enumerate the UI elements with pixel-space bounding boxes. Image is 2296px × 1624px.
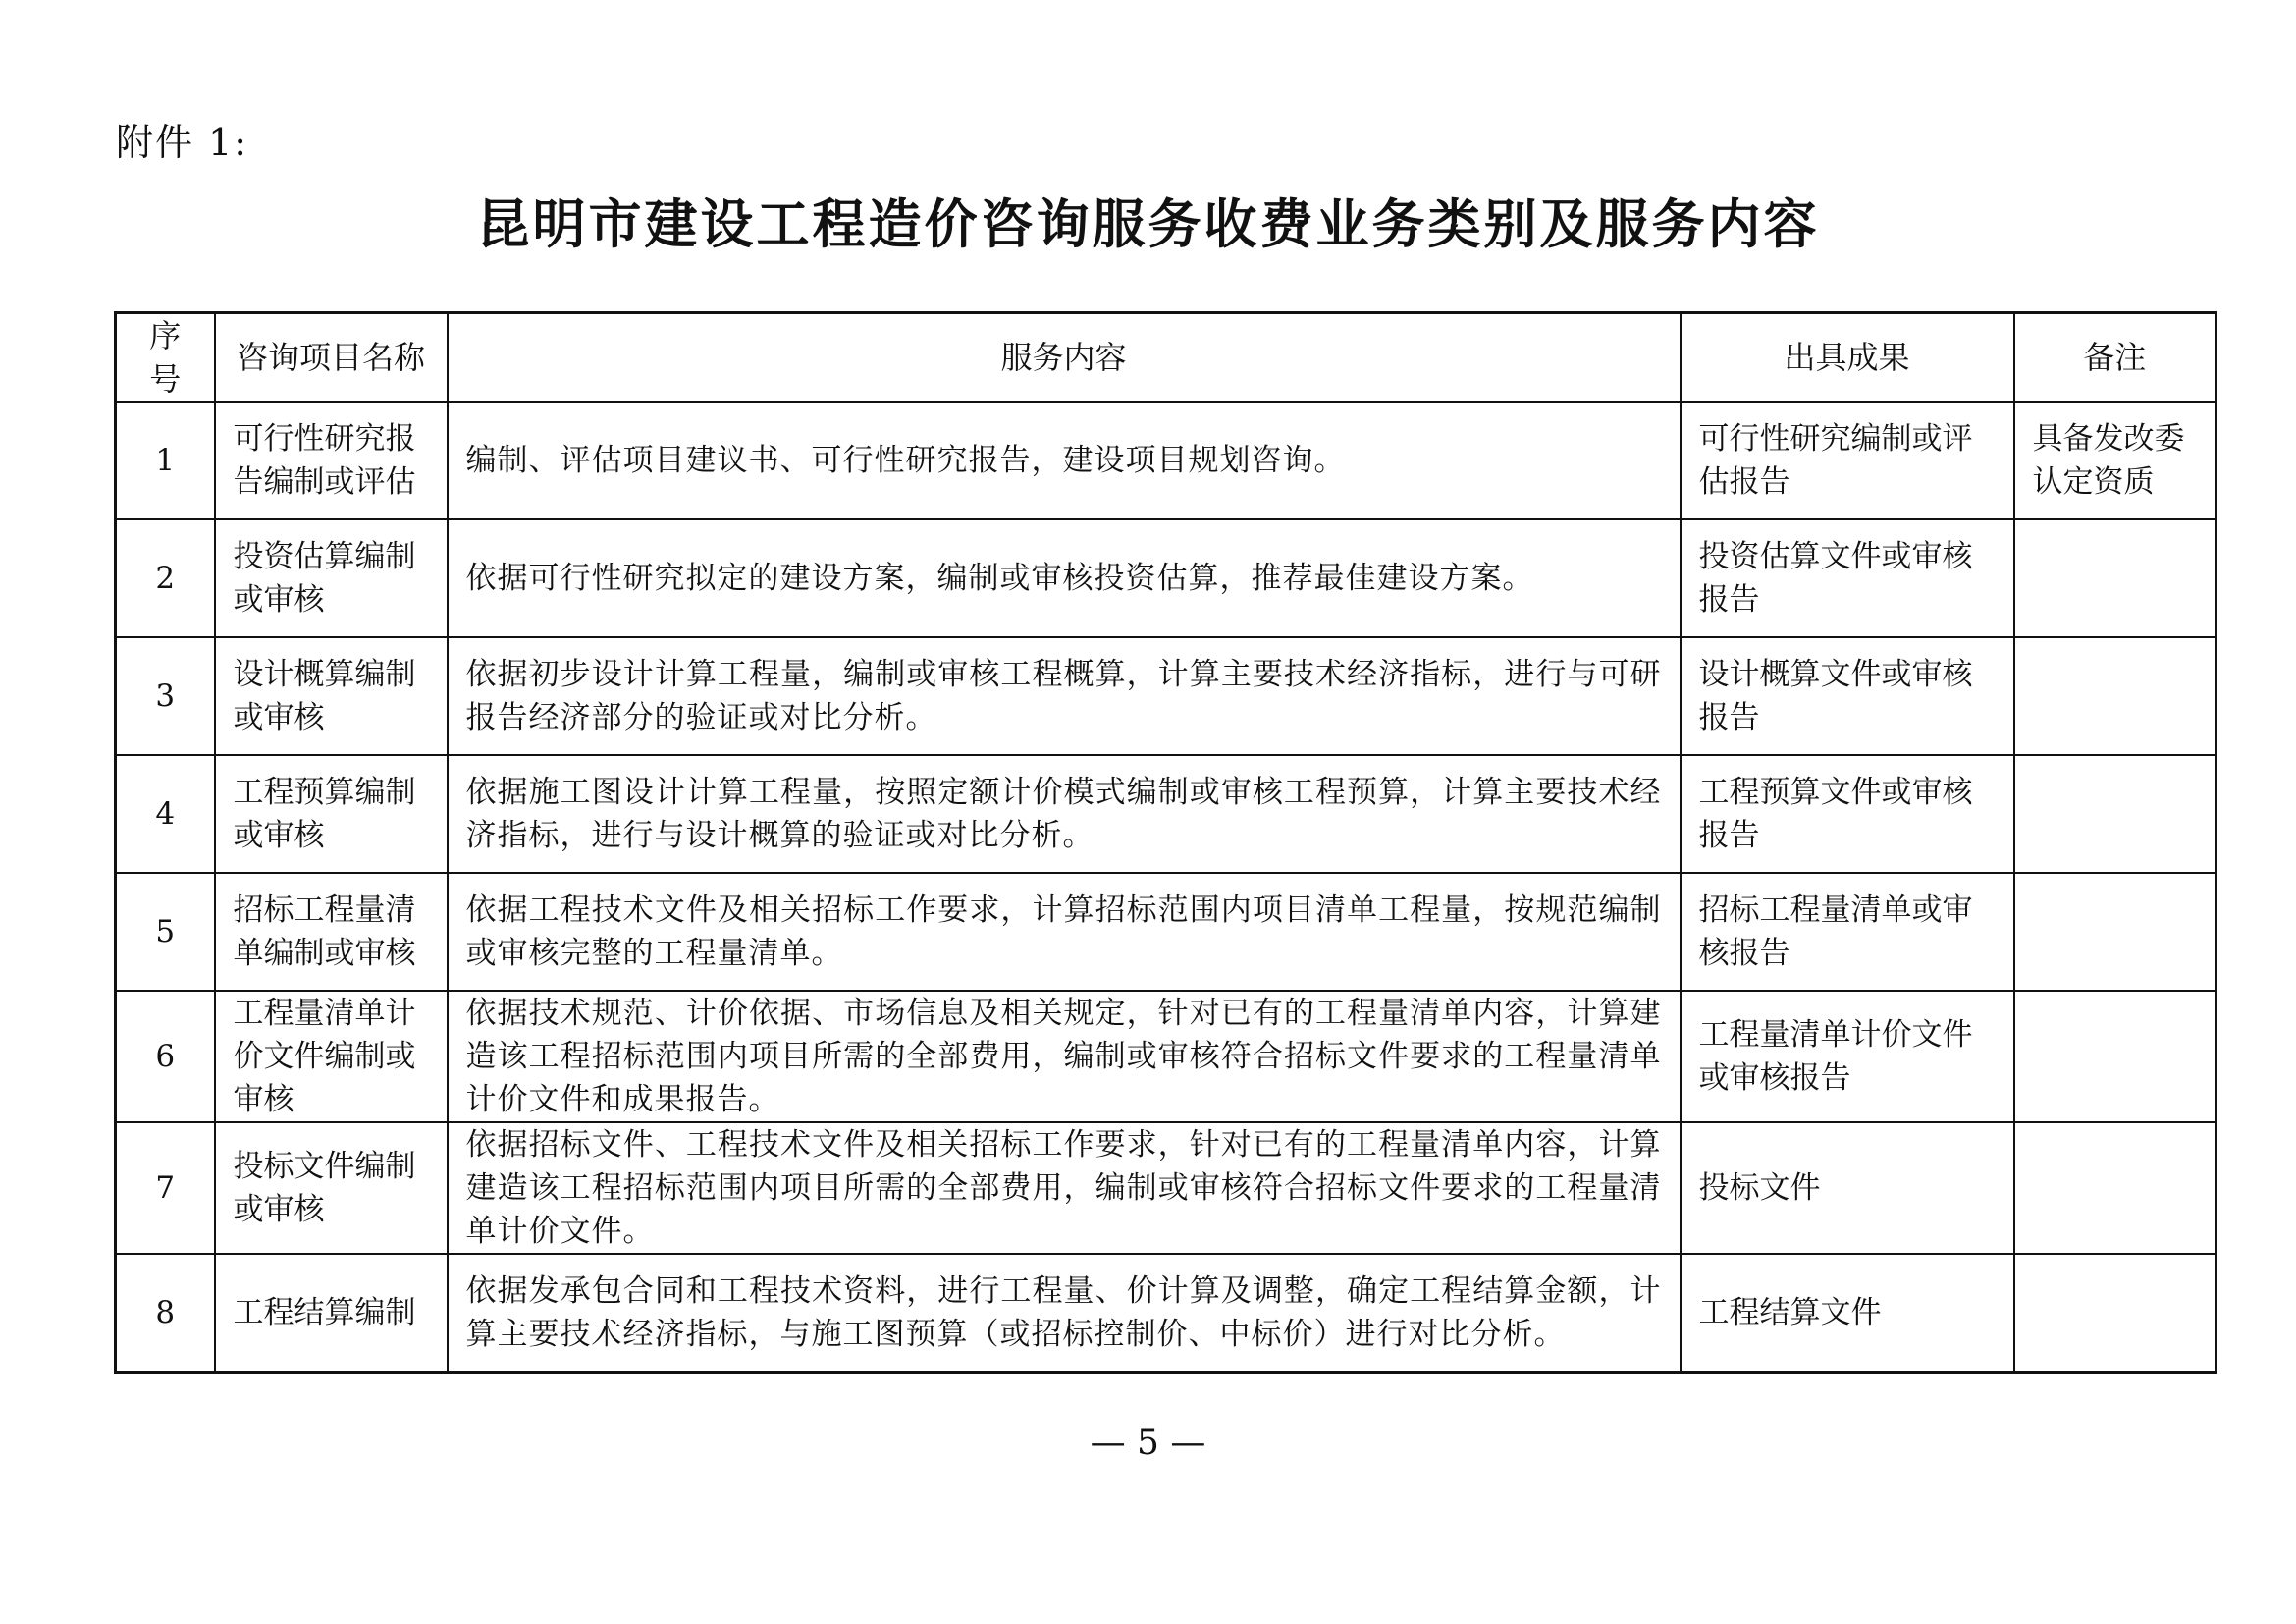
project-name: 工程结算编制 <box>215 1254 448 1373</box>
project-name: 招标工程量清单编制或审核 <box>215 873 448 991</box>
header-content: 服务内容 <box>448 313 1681 403</box>
service-content: 依据招标文件、工程技术文件及相关招标工作要求，针对已有的工程量清单内容，计算建造该工程招标范围内项目所需的全部费用，编制或审核符合招标文件要求的工程量清单计价文件。 <box>448 1122 1681 1254</box>
deliverable: 投标文件 <box>1681 1122 2014 1254</box>
remark <box>2014 637 2216 755</box>
header-name: 咨询项目名称 <box>215 313 448 403</box>
remark <box>2014 519 2216 637</box>
deliverable: 投资估算文件或审核报告 <box>1681 519 2014 637</box>
header-remark: 备注 <box>2014 313 2216 403</box>
header-result: 出具成果 <box>1681 313 2014 403</box>
deliverable: 工程量清单计价文件或审核报告 <box>1681 991 2014 1122</box>
remark <box>2014 755 2216 873</box>
remark <box>2014 1254 2216 1373</box>
table-row <box>116 402 2216 519</box>
project-name: 投资估算编制或审核 <box>215 519 448 637</box>
service-content: 编制、评估项目建议书、可行性研究报告，建设项目规划咨询。 <box>448 402 1681 519</box>
table-row <box>116 1254 2216 1373</box>
table-row <box>116 1122 2216 1254</box>
table-row <box>116 873 2216 991</box>
deliverable: 可行性研究编制或评估报告 <box>1681 402 2014 519</box>
row-number: 5 <box>116 873 215 991</box>
page-number: — 5 — <box>1090 1423 1206 1463</box>
table-row <box>116 755 2216 873</box>
service-content: 依据发承包合同和工程技术资料，进行工程量、价计算及调整，确定工程结算金额，计算主要技术经济指标，与施工图预算（或招标控制价、中标价）进行对比分析。 <box>448 1254 1681 1373</box>
deliverable: 工程结算文件 <box>1681 1254 2014 1373</box>
service-content: 依据可行性研究拟定的建设方案，编制或审核投资估算，推荐最佳建设方案。 <box>448 519 1681 637</box>
table-row <box>116 991 2216 1122</box>
service-content: 依据工程技术文件及相关招标工作要求，计算招标范围内项目清单工程量，按规范编制或审核完整的工程量清单。 <box>448 873 1681 991</box>
project-name: 投标文件编制或审核 <box>215 1122 448 1254</box>
remark <box>2014 991 2216 1122</box>
row-number: 6 <box>116 991 215 1122</box>
deliverable: 工程预算文件或审核报告 <box>1681 755 2014 873</box>
row-number: 1 <box>116 402 215 519</box>
row-number: 8 <box>116 1254 215 1373</box>
table-row <box>116 637 2216 755</box>
header-no: 序号 <box>116 313 215 403</box>
deliverable: 设计概算文件或审核报告 <box>1681 637 2014 755</box>
table-row <box>116 519 2216 637</box>
project-name: 工程预算编制或审核 <box>215 755 448 873</box>
remark: 具备发改委认定资质 <box>2014 402 2216 519</box>
row-number: 7 <box>116 1122 215 1254</box>
remark <box>2014 873 2216 991</box>
service-fee-table <box>114 311 2217 1374</box>
project-name: 可行性研究报告编制或评估 <box>215 402 448 519</box>
attachment-label: 附件 1: <box>116 121 249 164</box>
service-content: 依据施工图设计计算工程量，按照定额计价模式编制或审核工程预算，计算主要技术经济指标，进行与设计概算的验证或对比分析。 <box>448 755 1681 873</box>
row-number: 3 <box>116 637 215 755</box>
project-name: 工程量清单计价文件编制或审核 <box>215 991 448 1122</box>
table-header-row <box>116 313 2216 403</box>
row-number: 4 <box>116 755 215 873</box>
document-title: 昆明市建设工程造价咨询服务收费业务类别及服务内容 <box>476 193 1820 255</box>
project-name: 设计概算编制或审核 <box>215 637 448 755</box>
deliverable: 招标工程量清单或审核报告 <box>1681 873 2014 991</box>
row-number: 2 <box>116 519 215 637</box>
service-content: 依据技术规范、计价依据、市场信息及相关规定，针对已有的工程量清单内容，计算建造该工程招标范围内项目所需的全部费用，编制或审核符合招标文件要求的工程量清单计价文件和成果报告。 <box>448 991 1681 1122</box>
remark <box>2014 1122 2216 1254</box>
service-content: 依据初步设计计算工程量，编制或审核工程概算，计算主要技术经济指标，进行与可研报告经济部分的验证或对比分析。 <box>448 637 1681 755</box>
